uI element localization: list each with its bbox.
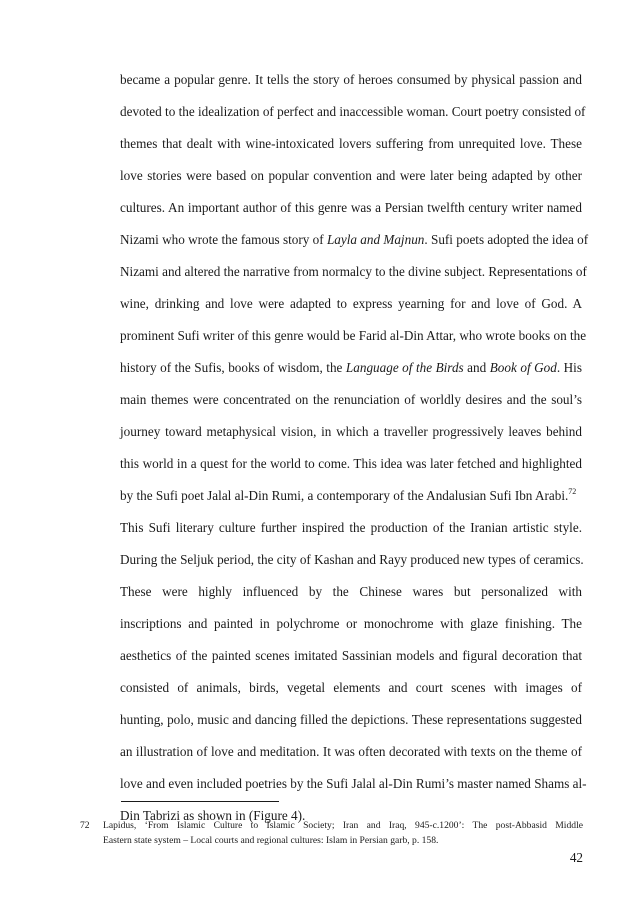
text-line: Nizami and altered the narrative from normalcy to the divine subject. Representations of bbox=[120, 264, 587, 279]
book-title-book-of-god: Book of God bbox=[489, 360, 557, 375]
text-line: aesthetics of the painted scenes imitated Sassinian models and figural decoration that bbox=[120, 648, 582, 663]
text-line: by the Sufi poet Jalal al-Din Rumi, a contemporary of the Andalusian Sufi Ibn Arabi.$^{72}$ bbox=[120, 487, 577, 503]
text-line: main themes were concentrated on the renunciation of worldly desires and the soul’s bbox=[120, 392, 582, 407]
text-line: love and even included poetries by the Sufi Jalal al-Din Rumi’s master named Shams al- bbox=[120, 776, 587, 791]
text-line: prominent Sufi writer of this genre would be Farid al-Din Attar, who wrote books on the bbox=[120, 328, 587, 343]
text-line: devoted to the idealization of perfect and inaccessible woman. Court poetry consisted of bbox=[120, 104, 586, 119]
text-line: became a popular genre. It tells the story of heroes consumed by physical passion and bbox=[120, 72, 582, 87]
footnote-line: Lapidus, ‘From Islamic Culture to Islamic Society; Iran and Iraq, 945-c.1200’: The post-Abbasid Middle bbox=[103, 820, 583, 831]
text-line: this world in a quest for the world to come. This idea was later fetched and highlighted bbox=[120, 456, 582, 471]
text-line: inscriptions and painted in polychrome or monochrome with glaze finishing. The bbox=[120, 616, 582, 631]
text-line: wine, drinking and love were adapted to express yearning for and love of God. A bbox=[120, 296, 582, 311]
text-line: love stories were based on popular convention and were later being adapted by other bbox=[120, 168, 582, 183]
text-line: During the Seljuk period, the city of Kashan and Rayy produced new types of ceramics. bbox=[120, 552, 584, 567]
footnote-line: Eastern state system – Local courts and regional cultures: Islam in Persian garb, p. 158. bbox=[103, 835, 439, 846]
footnote-separator bbox=[121, 801, 279, 802]
text-line: These were highly influenced by the Chinese wares but personalized with bbox=[120, 584, 582, 599]
text-line: history of the Sufis, books of wisdom, the Language of the Birds and Book of God. His bbox=[120, 360, 582, 375]
footnote-number: 72 bbox=[80, 820, 90, 831]
text-line: consisted of animals, birds, vegetal elements and court scenes with images of bbox=[120, 680, 582, 695]
page-number: 42 bbox=[569, 850, 583, 865]
text-line: Din Tabrizi as shown in (Figure 4). bbox=[120, 808, 306, 823]
text-line: themes that dealt with wine-intoxicated lovers suffering from unrequited love. These bbox=[120, 136, 582, 151]
book-title-language-of-the-birds: Language of the Birds bbox=[345, 360, 464, 375]
book-title-layla-and-majnun: Layla and Majnun bbox=[326, 232, 425, 247]
footnote bbox=[80, 818, 583, 848]
footnote-reference[interactable]: 72 bbox=[568, 487, 577, 496]
text-line: cultures. An important author of this genre was a Persian twelfth century writer named bbox=[120, 200, 582, 215]
text-line: This Sufi literary culture further inspired the production of the Iranian artistic style. bbox=[120, 520, 582, 535]
text-line: an illustration of love and meditation. It was often decorated with texts on the theme of bbox=[120, 744, 582, 759]
text-line: journey toward metaphysical vision, in which a traveller progressively leaves behind bbox=[120, 424, 582, 439]
text-line: Nizami who wrote the famous story of Layla and Majnun. Sufi poets adopted the idea of bbox=[120, 232, 589, 247]
text-line: hunting, polo, music and dancing filled the depictions. These representations suggested bbox=[120, 712, 582, 727]
body-paragraph bbox=[120, 64, 589, 832]
